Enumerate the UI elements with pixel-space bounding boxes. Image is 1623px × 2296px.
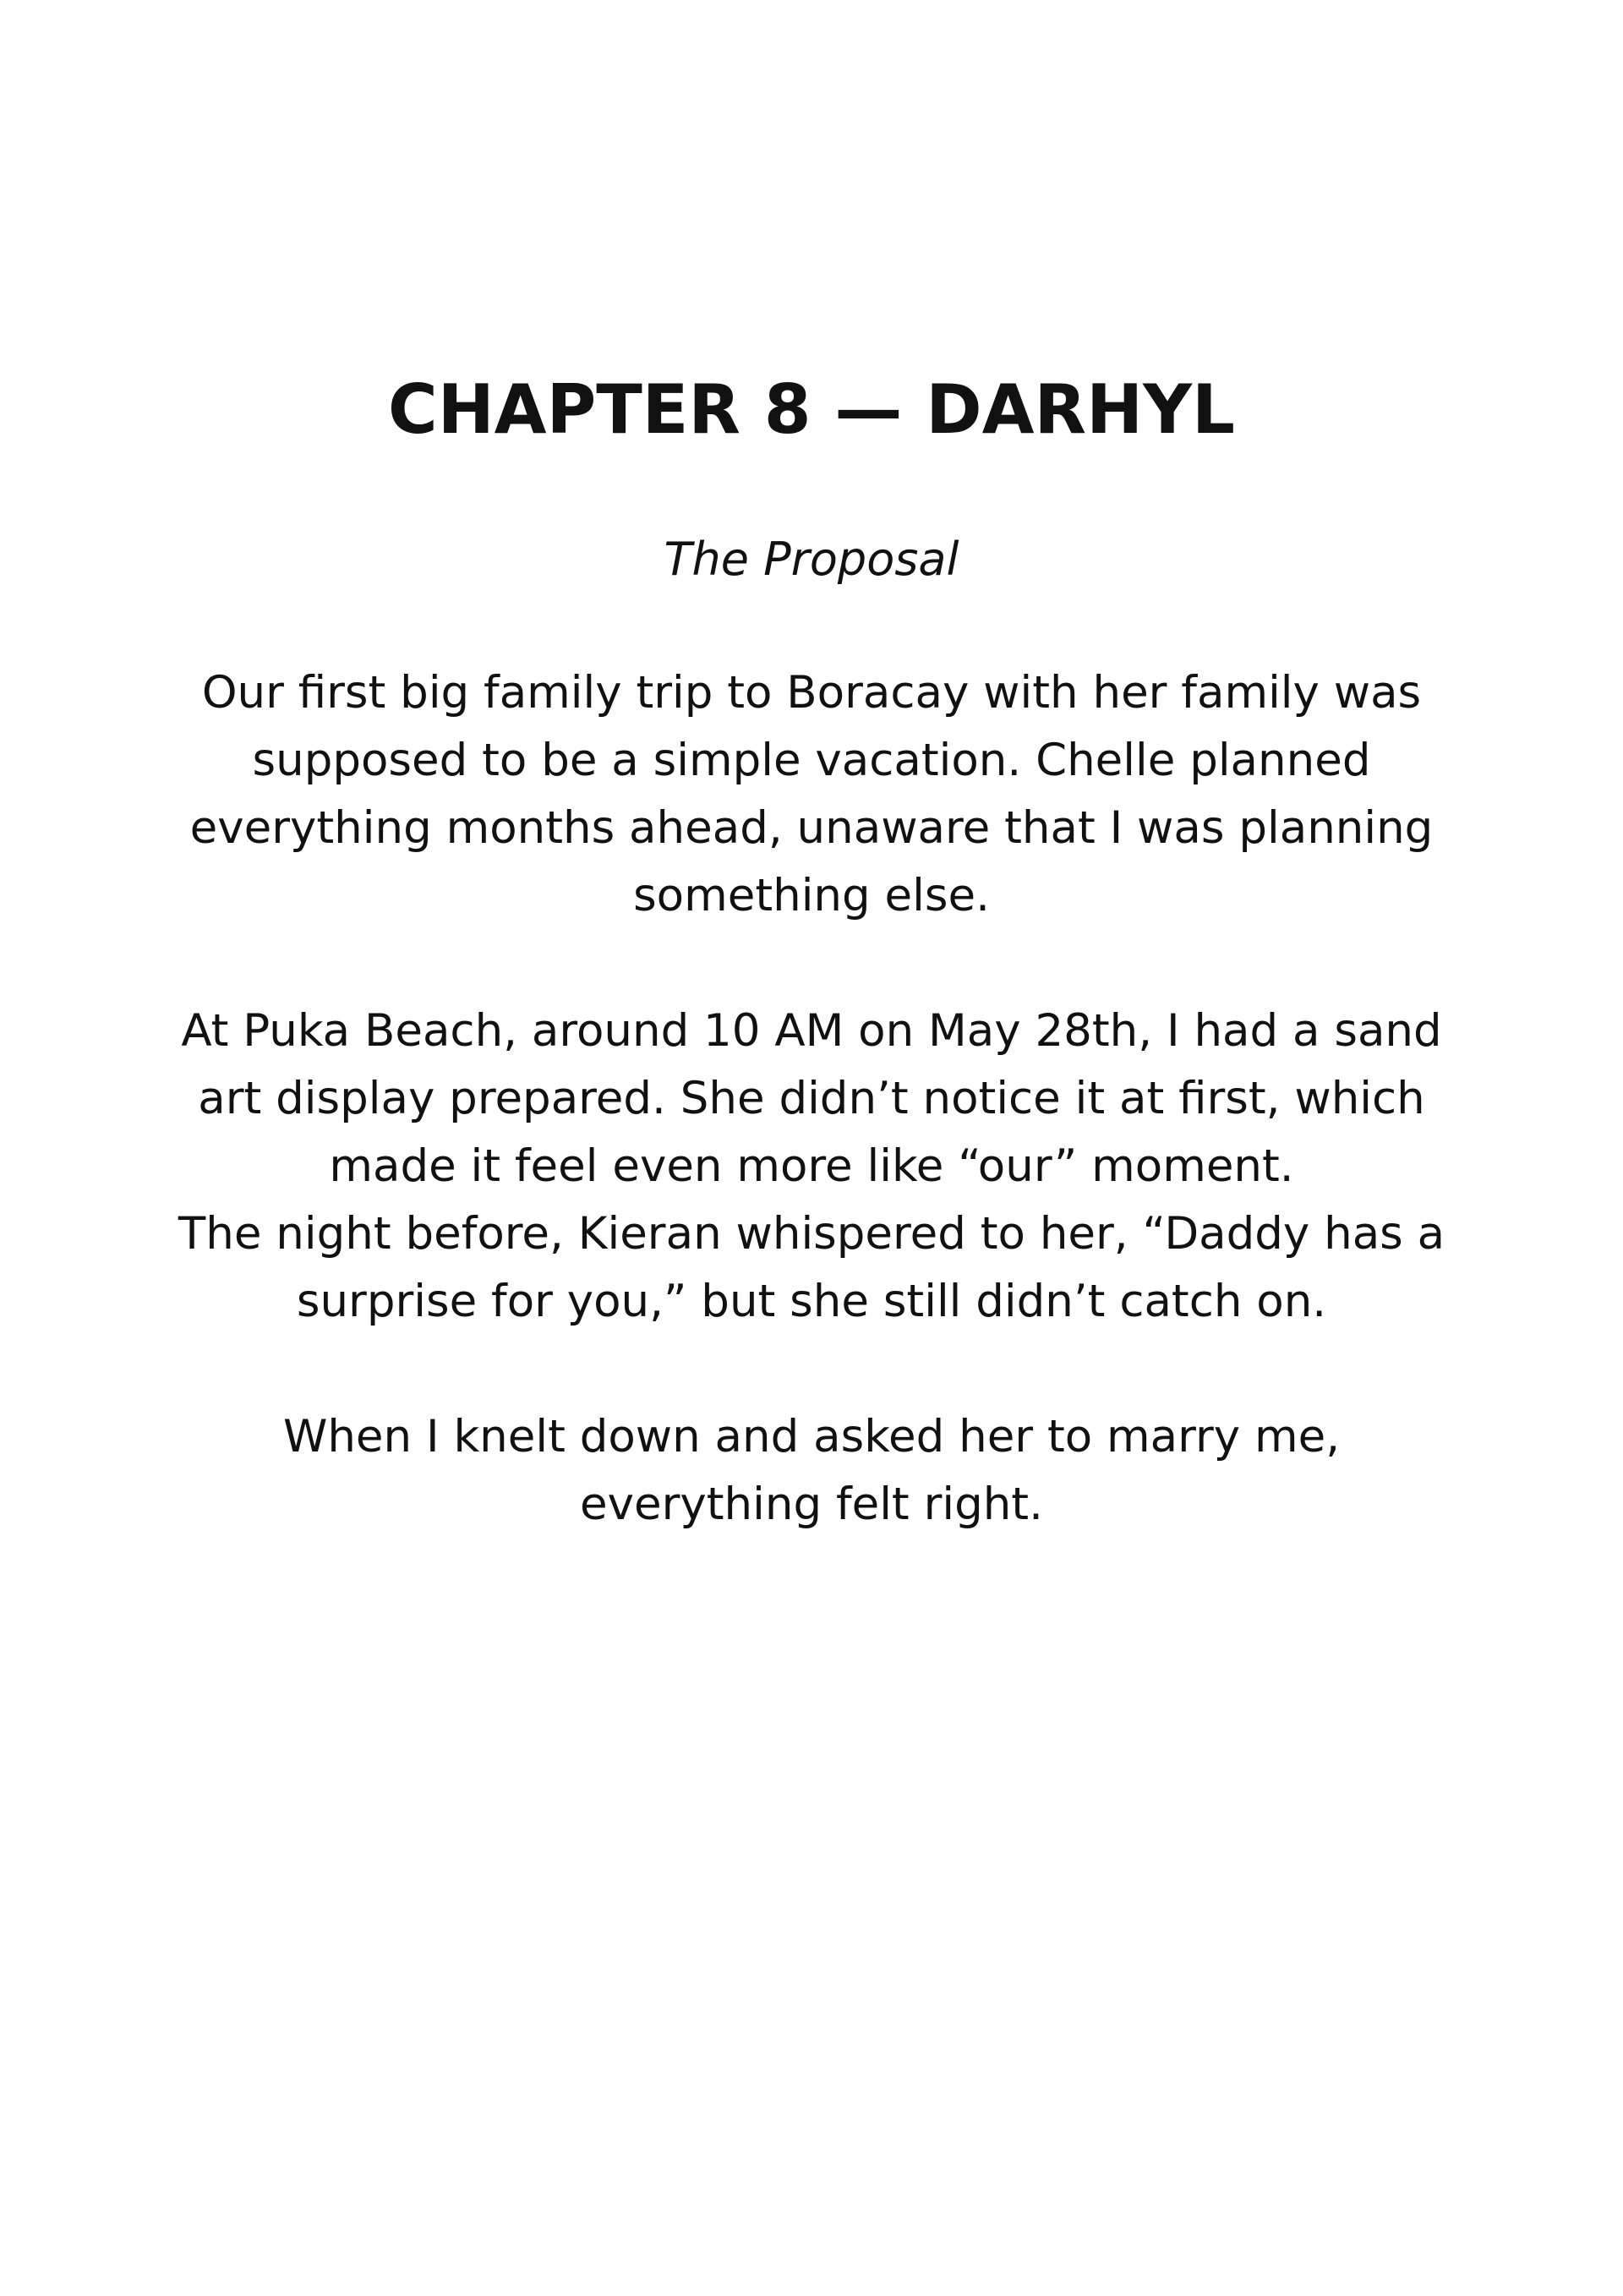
paragraph-proposal bbox=[135, 1403, 1488, 1539]
paragraph-line: everything felt right. bbox=[580, 1479, 1043, 1530]
paragraph-line: supposed to be a simple vacation. Chelle planned bbox=[252, 735, 1371, 786]
chapter-title: CHAPTER 8 — DARHYL bbox=[387, 370, 1236, 449]
paragraph-line: something else. bbox=[633, 870, 990, 921]
paragraph-line: The night before, Kieran whispered to her, “Daddy has a bbox=[178, 1208, 1445, 1260]
paragraph-trip bbox=[135, 659, 1488, 930]
paragraph-line: made it feel even more like “our” moment. bbox=[329, 1140, 1294, 1192]
paragraph-line: everything months ahead, unaware that I was planning bbox=[189, 802, 1434, 854]
paragraph-line: When I knelt down and asked her to marry me, bbox=[282, 1411, 1341, 1462]
paragraph-line: At Puka Beach, around 10 AM on May 28th, I had a sand bbox=[181, 1005, 1442, 1057]
paragraph-line: Our first big family trip to Boracay with her family was bbox=[201, 667, 1422, 719]
paragraph-line: art display prepared. She didn’t notice it at first, which bbox=[198, 1073, 1425, 1124]
paragraph-line: surprise for you,” but she still didn’t catch on. bbox=[296, 1276, 1327, 1327]
chapter-subtitle: The Proposal bbox=[664, 533, 959, 586]
paragraph-puka-beach bbox=[135, 998, 1488, 1336]
